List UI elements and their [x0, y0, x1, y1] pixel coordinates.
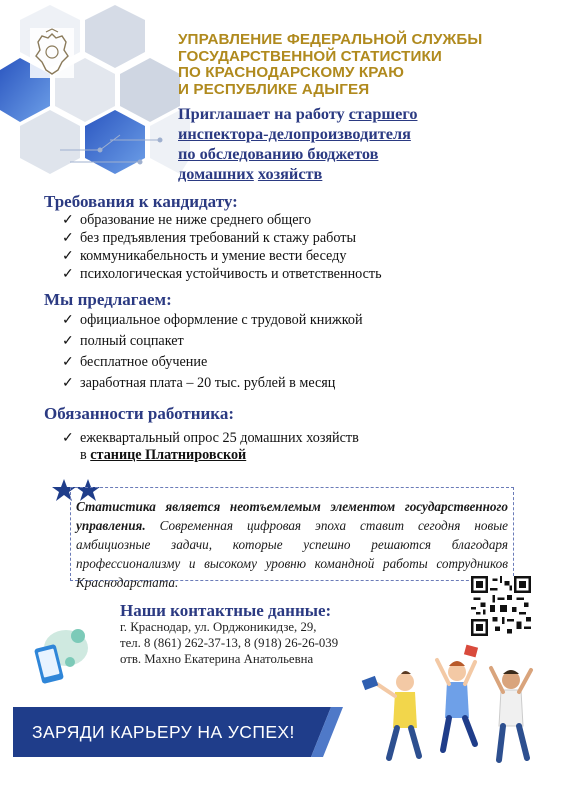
list-item: ✓ полный соцпакет: [62, 333, 184, 349]
checkmark-icon: ✓: [62, 334, 74, 349]
invite-position-4b: хозяйств: [257, 164, 323, 183]
quote-rest: Современная цифровая эпоха ставит сегодня новые амбициозные задачи, которые успешно решаются благодаря профессионализму и высокому уровню командной работы сотрудников Краснодарстата.: [76, 518, 508, 590]
list-item: ✓ заработная плата – 20 тыс. рублей в месяц: [62, 375, 336, 391]
list-item: ✓ официальное оформление с трудовой книжкой: [62, 312, 363, 328]
organization-line: ГОСУДАРСТВЕННОЙ СТАТИСТИКИ: [178, 47, 442, 65]
contact-person: отв. Махно Екатерина Анатольевна: [120, 652, 314, 666]
emblem-icon: [30, 28, 74, 78]
organization-line: УПРАВЛЕНИЕ ФЕДЕРАЛЬНОЙ СЛУЖБЫ: [178, 31, 483, 48]
invite-prefix: Приглашает на работу: [178, 104, 349, 123]
list-item: ✓ психологическая устойчивость и ответственность: [62, 266, 382, 282]
checkmark-icon: ✓: [62, 313, 74, 328]
checkmark-icon: ✓: [62, 376, 74, 391]
checkmark-icon: ✓: [62, 431, 74, 446]
requirements-heading: Требования к кандидату:: [44, 192, 238, 211]
list-item: ✓ коммуникабельность и умение вести беседу: [62, 248, 347, 264]
job-invitation: [178, 104, 548, 184]
checkmark-icon: ✓: [62, 267, 74, 282]
list-item: ✓ без предъявления требований к стажу работы: [62, 230, 356, 246]
banner-text: ЗАРЯДИ КАРЬЕРУ НА УСПЕХ!: [32, 722, 295, 742]
quote-text: [76, 497, 508, 592]
organization-line: ПО КРАСНОДАРСКОМУ КРАЮ: [178, 64, 404, 81]
invite-position-3: по обследованию бюджетов: [178, 144, 379, 163]
list-item: ✓ образование не ниже среднего общего: [62, 212, 312, 228]
list-item: ✓ ежеквартальный опрос 25 домашних хозяйств: [62, 430, 359, 446]
qr-code[interactable]: [471, 576, 531, 636]
duties-heading: Обязанности работника:: [44, 404, 235, 423]
list-item: ✓ бесплатное обучение: [62, 354, 208, 370]
phone-chat-icon: [30, 628, 90, 684]
invite-position-2: инспектора-делопроизводителя: [178, 124, 411, 143]
invite-position-4a: домашних: [178, 164, 254, 183]
hexagon-background: [0, 0, 190, 180]
duty-location-name: станице Платнировской: [90, 447, 247, 463]
quote-bold: Статистика является неотъемлемым элементом государственного управления.: [76, 499, 508, 533]
organization-title: [178, 32, 548, 98]
organization-line: И РЕСПУБЛИКЕ АДЫГЕЯ: [178, 80, 370, 98]
jumping-people-illustration: [345, 640, 545, 790]
contact-address: г. Краснодар, ул. Орджоникидзе, 29,: [120, 620, 317, 634]
duty-location: в станице Платнировской: [80, 447, 247, 463]
contact-phones: тел. 8 (861) 262-37-13, 8 (918) 26-26-039: [120, 636, 339, 650]
checkmark-icon: ✓: [62, 249, 74, 264]
contacts-heading: Наши контактные данные:: [120, 601, 332, 620]
checkmark-icon: ✓: [62, 231, 74, 246]
offer-heading: Мы предлагаем:: [44, 290, 172, 309]
checkmark-icon: ✓: [62, 355, 74, 370]
invite-position-1: старшего: [348, 104, 418, 123]
checkmark-icon: ✓: [62, 213, 74, 228]
